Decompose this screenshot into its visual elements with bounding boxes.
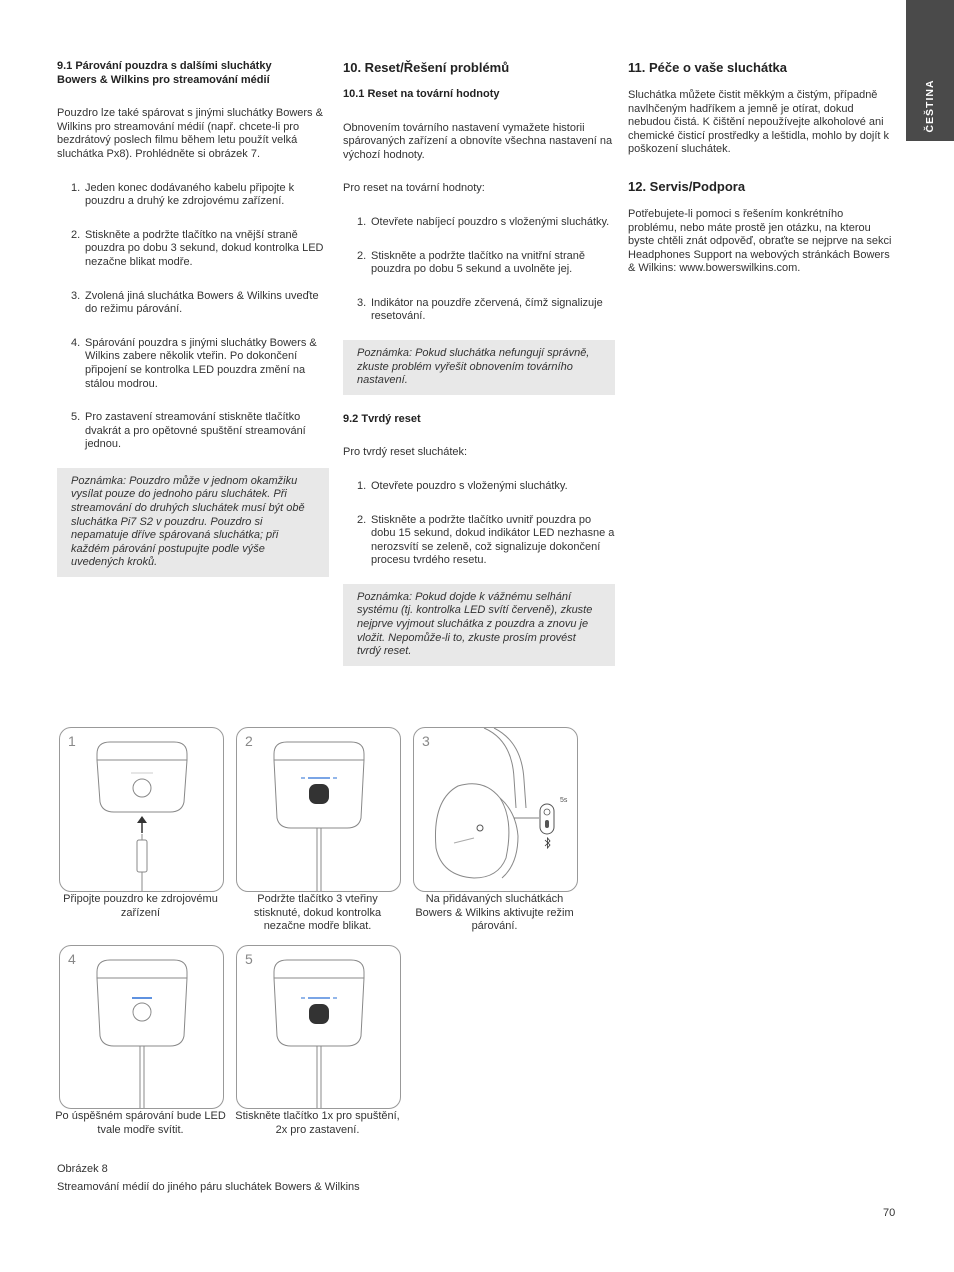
language-tab xyxy=(906,0,954,141)
figure-2-caption: Podržte tlačítko 3 vteřiny stisknuté, dokud kontrolka nezačne modře blikat. xyxy=(253,893,382,933)
column-care-support xyxy=(628,60,894,276)
language-tab-label: ČEŠTINA xyxy=(924,79,936,133)
list-item: 3. Zvolená jiná sluchátka Bowers & Wilkins uveďte do režimu párování. xyxy=(71,289,319,316)
figure-4-caption: Po úspěšném spárování bude LED tvale modře svítit. xyxy=(55,1110,226,1136)
figure-title: Streamování médií do jiného páru sluchátek Bowers & Wilkins xyxy=(57,1181,360,1193)
timer-label: 5s xyxy=(560,797,568,804)
page-number: 70 xyxy=(883,1207,896,1219)
figure-number: 1 xyxy=(68,733,76,749)
figure-4-panel xyxy=(59,945,224,1109)
section-10-1-heading: 10.1 Reset na tovární hodnoty xyxy=(343,88,500,100)
case-button-press-illustration xyxy=(237,728,400,891)
figure-number: 3 xyxy=(422,733,430,749)
figure-1-panel xyxy=(59,727,224,892)
pairing-note: Poznámka: Pouzdro může v jednom okamžiku vysílat pouze do jednoho páru sluchátek. Při streamování do druhých sluchátek musí být obě sluchátka Pi7 S2 v pouzdru. Pouzdro si nepamatuje dříve spárovaná sluchátka; při každém párování postupujte podle výše uvedených kroků. xyxy=(57,468,329,577)
pairing-steps xyxy=(57,182,329,452)
section-10-heading: 10. Reset/Řešení problémů xyxy=(343,60,510,75)
hard-reset-note: Poznámka: Pokud dojde k vážnému selhání systému (tj. kontrolka LED svítí červeně), zkuste nejprve vyjmout sluchátka z pouzdra a znovu je vložit. Nepomůže-li to, zkuste prosím provést tvrdý reset. xyxy=(343,584,615,666)
figure-number: 5 xyxy=(245,951,253,967)
reset-lead: Pro reset na tovární hodnoty: xyxy=(343,182,485,195)
figure-3-panel xyxy=(413,727,578,892)
charging-case-cable-illustration xyxy=(60,728,223,891)
figure-3-caption: Na přidávaných sluchátkách Bowers & Wilkins aktivujte režim párování. xyxy=(415,893,574,933)
section-12-heading: 12. Servis/Podpora xyxy=(628,178,746,194)
figure-5-caption: Stiskněte tlačítko 1x pro spuštění, 2x pro zastavení. xyxy=(235,1110,400,1136)
figure-number: 2 xyxy=(245,733,253,749)
hard-reset-lead: Pro tvrdý reset sluchátek: xyxy=(343,446,468,459)
list-item: 4. Spárování pouzdra s jinými sluchátky Bowers & Wilkins zabere několik vteřin. Po dokončení připojení se kontrolka LED pouzdra změní na stálou modrou. xyxy=(71,336,317,390)
hard-reset-steps xyxy=(343,480,615,568)
support-paragraph: Potřebujete-li pomoci s řešením konkrétního problému, nebo máte prostě jen otázku, na kterou byste chtěli znát odpověď, obraťte se nejprve na sekci Headphones Support na webových stránkách Bowers & Wilkins: www.bowerswilkins.com. xyxy=(628,207,892,275)
reset-note: Poznámka: Pokud sluchátka nefungují správně, zkuste problém vyřešit obnovením továrního nastavení. xyxy=(343,340,615,395)
case-streaming-control-illustration xyxy=(237,946,400,1108)
column-pairing xyxy=(57,60,329,577)
list-item: 1. Otevřete pouzdro s vloženými sluchátky. xyxy=(357,479,568,492)
section-9-2-heading: 9.2 Tvrdý reset xyxy=(343,412,421,425)
figure-2-panel xyxy=(236,727,401,892)
list-item: 1. Otevřete nabíjecí pouzdro s vloženými sluchátky. xyxy=(357,215,610,228)
reset-steps xyxy=(343,216,615,324)
reset-intro: Obnovením továrního nastavení vymažete historii spárovaných zařízení a obnovíte všechna nastavení na výchozí hodnoty. xyxy=(343,121,613,161)
section-9-1-heading: 9.1 Párování pouzdra s dalšími sluchátky Bowers & Wilkins pro streamování médií xyxy=(57,60,272,86)
pairing-intro: Pouzdro lze také spárovat s jinými sluchátky Bowers & Wilkins pro streamování médií (např. chcete-li pro bezdrátový poslech filmu během letu použít velká sluchátka Px8). Prohlédněte si obrázek 7. xyxy=(57,107,323,160)
figure-label: Obrázek 8 xyxy=(57,1163,108,1175)
list-item: 2. Stiskněte a podržte tlačítko uvnitř pouzdra po dobu 15 sekund, dokud indikátor LED nezhasne a nerozsvítí se zeleně, což signalizuje dokončení procesu tvrdého resetu. xyxy=(357,513,615,567)
list-item: 3. Indikátor na pouzdře zčervená, čímž signalizuje resetování. xyxy=(357,296,603,323)
figure-number: 4 xyxy=(68,951,76,967)
care-paragraph: Sluchátka můžete čistit měkkým a čistým, případně navlhčeným hadříkem a jemně je otírat, dokud nebudou čistá. K čištění nepoužívejte alkoholové ani chemické čisticí prostředky a leštidla, mohlo by dojít k poškození sluchátek. xyxy=(628,89,890,156)
headphone-pairing-illustration xyxy=(414,728,577,891)
section-11-heading: 11. Péče o vaše sluchátka xyxy=(628,60,787,75)
case-paired-illustration xyxy=(60,946,223,1108)
list-item: 2. Stiskněte a podržte tlačítko na vnitřní straně pouzdra po dobu 5 sekund a uvolněte jej. xyxy=(357,249,586,276)
list-item: 1. Jeden konec dodávaného kabelu připojte k pouzdru a druhý ke zdrojovému zařízení. xyxy=(71,181,295,208)
figure-1-caption: Připojte pouzdro ke zdrojovému zařízení xyxy=(63,893,218,919)
column-reset xyxy=(343,60,615,666)
list-item: 5. Pro zastavení streamování stiskněte tlačítko dvakrát a pro opětovné spuštění streamování jednou. xyxy=(71,411,306,451)
list-item: 2. Stiskněte a podržte tlačítko na vnější straně pouzdra po dobu 3 sekund, dokud kontrolka LED nezačne blikat modře. xyxy=(71,228,324,268)
figure-5-panel xyxy=(236,945,401,1109)
